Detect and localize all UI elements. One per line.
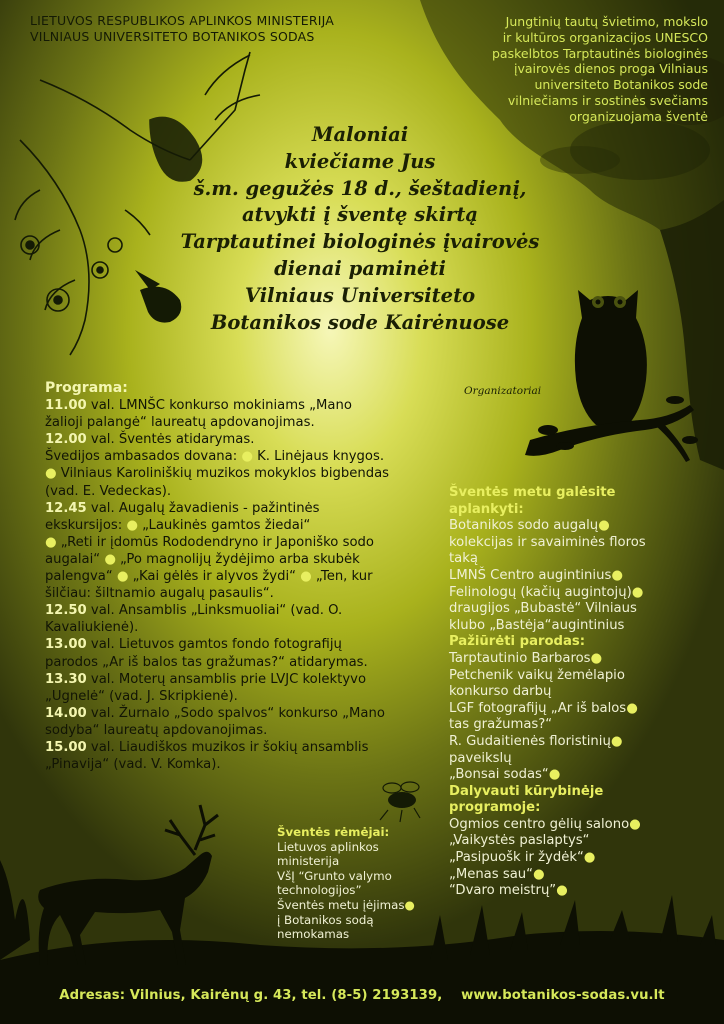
line-text: VšĮ “Grunto valymo bbox=[277, 868, 392, 883]
sponsor-line bbox=[277, 869, 427, 884]
line-text: „Reti ir įdomūs Rododendryno ir Japoniško sodo bbox=[56, 534, 374, 550]
unesco-line: Jungtinių tautų švietimo, mokslo bbox=[505, 14, 708, 29]
section-heading: Šventės rėmėjai: bbox=[277, 825, 390, 839]
program-line bbox=[45, 414, 445, 431]
line-text: „Kai gėlės ir alyvos žydi“ bbox=[128, 569, 301, 585]
bullet-icon: ● bbox=[583, 850, 596, 866]
line-text: „Pasipuošk ir žydėk“ bbox=[449, 850, 584, 866]
section-heading: programoje: bbox=[449, 800, 541, 816]
program-line bbox=[45, 448, 445, 465]
organizers-label: Organizatoriai bbox=[464, 385, 542, 397]
activity-line bbox=[449, 751, 711, 768]
line-text: konkurso darbų bbox=[449, 684, 552, 700]
line-text: R. Gudaitienės floristinių bbox=[449, 733, 611, 749]
bullet-icon: ● bbox=[45, 466, 57, 482]
sponsors-lines bbox=[277, 825, 427, 942]
line-text: Felinologų (kačių augintojų) bbox=[449, 584, 632, 600]
ministry-name: LIETUVOS RESPUBLIKOS APLINKOS MINISTERIJA bbox=[30, 13, 335, 28]
activity-line bbox=[449, 734, 711, 751]
section-heading: Šventės metu galėsite bbox=[449, 485, 616, 500]
activity-line bbox=[449, 651, 711, 668]
activity-line bbox=[449, 867, 711, 884]
program-section bbox=[45, 380, 445, 773]
bullet-icon: ● bbox=[629, 816, 641, 832]
bullet-icon: ● bbox=[104, 551, 116, 567]
line-text: parodos „Ar iš balos tas gražumas?“ atidarymas. bbox=[45, 654, 368, 670]
bullet-icon: ● bbox=[532, 866, 545, 882]
invitation-text bbox=[150, 122, 570, 336]
line-text: val. Moterų ansamblis prie LVJC kolektyvo bbox=[86, 671, 367, 687]
line-text: „Bonsai sodas“ bbox=[449, 767, 549, 783]
line-text: kolekcijas ir savaiminės floros bbox=[449, 534, 646, 550]
activity-line bbox=[449, 833, 711, 850]
website-link[interactable]: www.botanikos-sodas.vu.lt bbox=[461, 988, 665, 1003]
line-text: Botanikos sodo augalų bbox=[449, 518, 599, 534]
program-line bbox=[45, 534, 445, 551]
activity-line bbox=[449, 551, 711, 568]
line-text: augalai“ bbox=[45, 551, 105, 567]
event-time: 11.00 bbox=[45, 398, 87, 414]
activity-line bbox=[449, 485, 711, 502]
line-text: val. Augalų žavadienis - pažintinės bbox=[86, 500, 320, 516]
program-line bbox=[45, 722, 445, 739]
line-text: žalioji palangė“ laureatų apdovanojimas. bbox=[45, 415, 315, 431]
line-text: „Vaikystės paslaptys“ bbox=[449, 833, 590, 849]
bee-icon bbox=[380, 782, 420, 822]
bullet-icon: ● bbox=[404, 897, 415, 912]
unesco-line: organizuojama šventė bbox=[569, 108, 708, 124]
invitation-line: Botanikos sode Kairėnuose bbox=[210, 310, 510, 334]
invitation-line: atvykti į šventę skirtą bbox=[241, 203, 479, 227]
activity-line bbox=[449, 767, 711, 784]
line-text: Švedijos ambasados dovana: bbox=[45, 449, 242, 465]
program-line bbox=[45, 397, 445, 414]
bullet-icon: ● bbox=[116, 569, 129, 585]
program-line bbox=[45, 483, 445, 500]
event-time: 13.30 bbox=[45, 671, 87, 687]
activities-section bbox=[449, 485, 711, 900]
unesco-line: universiteto Botanikos sode bbox=[534, 77, 708, 93]
line-text: Ogmios centro gėlių salono bbox=[449, 816, 630, 832]
sponsor-line bbox=[277, 913, 427, 928]
line-text: val. Ansamblis „Linksmuoliai“ (vad. O. bbox=[86, 603, 343, 619]
line-text: val. LMNŠC konkurso mokiniams „Mano bbox=[86, 398, 352, 414]
line-text: ekskursijos: bbox=[45, 517, 127, 533]
program-line bbox=[45, 551, 445, 568]
line-text: „Pinavija“ (vad. V. Komka). bbox=[45, 757, 221, 773]
program-line bbox=[45, 602, 445, 619]
program-line bbox=[45, 619, 445, 636]
activity-line bbox=[449, 883, 711, 900]
line-text: „Ten, kur bbox=[311, 569, 373, 585]
line-text: Vilniaus Karoliniškių muzikos mokyklos bigbendas bbox=[56, 466, 390, 482]
activity-line bbox=[449, 601, 711, 618]
line-text: val. Šventės atidarymas. bbox=[86, 432, 255, 448]
invitation-line: š.m. gegužės 18 d., šeštadienį, bbox=[193, 176, 527, 200]
bullet-icon: ● bbox=[556, 883, 568, 899]
bullet-icon: ● bbox=[598, 518, 610, 534]
unesco-line: ir kultūros organizacijos UNESCO bbox=[502, 29, 708, 45]
activity-line bbox=[449, 800, 711, 817]
activity-line bbox=[449, 585, 711, 602]
program-line bbox=[45, 465, 445, 482]
program-lines bbox=[45, 397, 445, 773]
program-line bbox=[45, 585, 445, 602]
bullet-icon: ● bbox=[610, 733, 623, 749]
activity-line bbox=[449, 568, 711, 585]
activity-line bbox=[449, 502, 711, 519]
event-time: 13.00 bbox=[45, 637, 87, 653]
line-text: sodyba“ laureatų apdovanojimas. bbox=[45, 722, 268, 738]
line-text: ministerija bbox=[277, 854, 340, 869]
sponsor-line bbox=[277, 825, 427, 840]
sponsor-line bbox=[277, 840, 427, 855]
line-text: tas gražumas?“ bbox=[449, 717, 553, 733]
activity-line bbox=[449, 535, 711, 552]
line-text: Tarptautinio Barbaros bbox=[449, 650, 591, 666]
program-line bbox=[45, 500, 445, 517]
section-heading: Pažiūrėti parodas: bbox=[449, 634, 586, 650]
line-text: „Menas sau“ bbox=[449, 866, 533, 882]
program-title: Programa: bbox=[45, 380, 128, 396]
activity-line bbox=[449, 668, 711, 685]
line-text: šilčiau: šiltnamio augalų pasaulis“. bbox=[45, 586, 274, 602]
line-text: „Ugnelė“ (vad. J. Skripkienė). bbox=[45, 688, 238, 704]
event-time: 15.00 bbox=[45, 739, 87, 755]
sponsor-line bbox=[277, 883, 427, 898]
sponsors-section bbox=[277, 825, 427, 942]
activity-line bbox=[449, 717, 711, 734]
program-line bbox=[45, 431, 445, 448]
bullet-icon: ● bbox=[45, 534, 57, 550]
line-text: palengva“ bbox=[45, 569, 117, 585]
unesco-line: įvairovės dienos proga Vilniaus bbox=[514, 61, 708, 77]
unesco-line: vilniečiams ir sostinės svečiams bbox=[507, 92, 708, 108]
line-text: nemokamas bbox=[277, 927, 350, 942]
line-text: “Dvaro meistrų” bbox=[449, 883, 557, 899]
program-line bbox=[45, 636, 445, 653]
activity-line bbox=[449, 701, 711, 718]
activity-line bbox=[449, 850, 711, 867]
invitation-line: Vilniaus Universiteto bbox=[244, 283, 476, 307]
invitation-line: dienai paminėti bbox=[274, 256, 446, 280]
bullet-icon: ● bbox=[631, 584, 644, 600]
line-text: „Po magnolijų žydėjimo arba skubėk bbox=[115, 551, 360, 567]
activity-line bbox=[449, 518, 711, 535]
bullet-icon: ● bbox=[626, 700, 638, 716]
line-text: LGF fotografijų „Ar iš balos bbox=[449, 700, 627, 716]
address-text: Adresas: Vilnius, Kairėnų g. 43, tel. (8-5) 2193139, bbox=[59, 988, 443, 1003]
event-time: 12.00 bbox=[45, 432, 87, 448]
line-text: technologijos” bbox=[277, 883, 362, 898]
program-line bbox=[45, 517, 445, 534]
unesco-line: paskelbtos Tarptautinės biologinės bbox=[492, 45, 708, 61]
line-text: Kavaliukienė). bbox=[45, 620, 139, 636]
sponsor-line bbox=[277, 898, 427, 913]
organizer-header bbox=[30, 13, 390, 45]
line-text: LMNŠ Centro augintinius bbox=[449, 567, 612, 583]
bullet-icon: ● bbox=[300, 569, 312, 585]
event-time: 12.50 bbox=[45, 603, 87, 619]
activity-line bbox=[449, 618, 711, 635]
line-text: taką bbox=[449, 551, 478, 567]
line-text: į Botanikos sodą bbox=[277, 912, 374, 927]
bullet-icon: ● bbox=[241, 449, 253, 465]
line-text: val. Liaudiškos muzikos ir šokių ansamblis bbox=[86, 739, 369, 755]
line-text: val. Lietuvos gamtos fondo fotografijų bbox=[86, 637, 342, 653]
section-heading: Dalyvauti kūrybinėje bbox=[449, 783, 604, 799]
program-line bbox=[45, 739, 445, 756]
event-time: 14.00 bbox=[45, 705, 87, 721]
program-line bbox=[45, 688, 445, 705]
activity-line bbox=[449, 634, 711, 651]
bullet-icon: ● bbox=[548, 767, 561, 783]
line-text: Petchenik vaikų žemėlapio bbox=[449, 667, 625, 683]
bullet-icon: ● bbox=[611, 567, 623, 583]
line-text: draugijos „Bubastė“ Vilniaus bbox=[449, 601, 637, 617]
activities-lines bbox=[449, 485, 711, 900]
program-line bbox=[45, 654, 445, 671]
event-time: 12.45 bbox=[45, 500, 87, 516]
garden-name: VILNIAUS UNIVERSITETO BOTANIKOS SODAS bbox=[30, 29, 315, 44]
line-text: val. Žurnalo „Sodo spalvos“ konkurso „Mano bbox=[86, 705, 385, 721]
sponsor-line bbox=[277, 854, 427, 869]
program-line bbox=[45, 756, 445, 773]
invitation-line: kviečiame Jus bbox=[284, 149, 436, 173]
invitation-line: Maloniai bbox=[311, 123, 409, 146]
section-heading: aplankyti: bbox=[449, 501, 524, 517]
activity-line bbox=[449, 784, 711, 801]
invitation-line: Tarptautinei biologinės įvairovės bbox=[180, 230, 540, 254]
line-text: Šventės metu įėjimas bbox=[277, 897, 405, 912]
bullet-icon: ● bbox=[126, 517, 138, 533]
line-text: klubo „Bastėja“augintinius bbox=[449, 617, 625, 633]
program-line bbox=[45, 705, 445, 722]
line-text: paveikslų bbox=[449, 750, 512, 766]
activity-line bbox=[449, 817, 711, 834]
bullet-icon: ● bbox=[590, 650, 603, 666]
activity-line bbox=[449, 684, 711, 701]
line-text: „Laukinės gamtos žiedai“ bbox=[137, 517, 311, 533]
program-line bbox=[45, 671, 445, 688]
program-line bbox=[45, 568, 445, 585]
line-text: (vad. E. Vedeckas). bbox=[45, 483, 172, 499]
sponsor-line bbox=[277, 927, 427, 942]
line-text: K. Linėjaus knygos. bbox=[252, 449, 385, 465]
line-text: Lietuvos aplinkos bbox=[277, 839, 379, 854]
footer-contact bbox=[0, 988, 724, 1003]
unesco-note bbox=[428, 14, 708, 125]
